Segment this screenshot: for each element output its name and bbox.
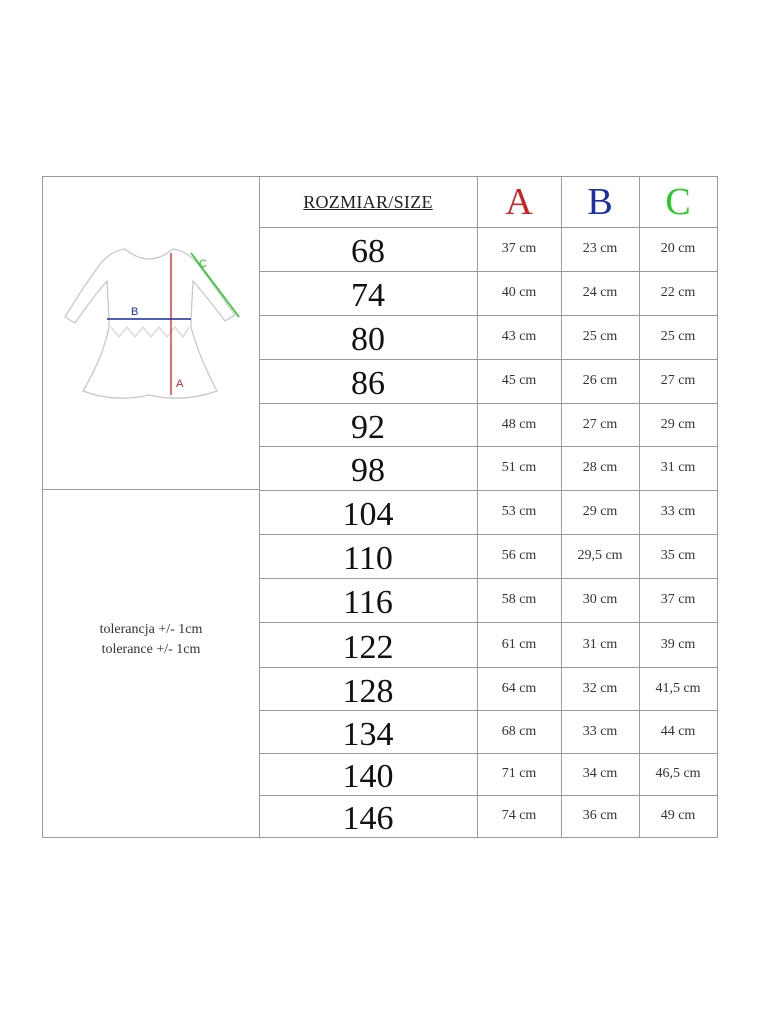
size-cell: 134: [342, 715, 394, 753]
size-cell: 110: [343, 540, 393, 577]
size-cell: 104: [342, 496, 394, 533]
measure-b-cell: 29,5 cm: [577, 548, 623, 563]
header-col-a: A: [505, 181, 533, 223]
measure-b-cell: 26 cm: [582, 373, 618, 388]
tolerance-note: [43, 620, 259, 660]
size-chart-table: [42, 176, 718, 838]
measure-c-cell: 35 cm: [660, 548, 696, 563]
measure-c-cell: 37 cm: [660, 592, 696, 607]
measure-b-cell: 27 cm: [582, 416, 618, 432]
measure-a-cell: 56 cm: [501, 548, 537, 563]
measure-a-cell: 37 cm: [501, 241, 537, 256]
measure-a-cell: 51 cm: [501, 460, 537, 475]
measure-b-cell: 32 cm: [582, 680, 618, 696]
measure-b-cell: 25 cm: [582, 329, 618, 344]
header-col-b: B: [587, 181, 613, 223]
size-cell: 116: [343, 584, 393, 621]
measure-c-cell: 33 cm: [660, 504, 696, 519]
measure-a-cell: 61 cm: [501, 636, 537, 652]
measure-b-cell: 23 cm: [582, 241, 618, 256]
measure-c-cell: 49 cm: [660, 808, 696, 823]
measure-c-cell: 20 cm: [660, 241, 696, 256]
measure-a-cell: 68 cm: [501, 723, 537, 739]
measure-c-cell: 31 cm: [660, 460, 696, 475]
measure-c-cell: 46,5 cm: [655, 766, 701, 781]
measure-a-cell: 58 cm: [501, 592, 537, 607]
measure-a-cell: 43 cm: [501, 329, 537, 344]
size-cell: 74: [351, 277, 385, 314]
tolerance-line-pl: tolerancja +/- 1cm: [99, 622, 203, 637]
measure-a-cell: 74 cm: [501, 808, 537, 823]
diagram-label-c: C: [199, 258, 207, 270]
size-cell: 80: [351, 321, 385, 358]
measure-c-cell: 41,5 cm: [655, 680, 701, 696]
measure-c-cell: 29 cm: [660, 416, 696, 432]
measure-b-cell: 33 cm: [582, 723, 618, 739]
tolerance-line-en: tolerance +/- 1cm: [101, 642, 201, 657]
measure-b-cell: 36 cm: [582, 808, 618, 823]
measure-a-cell: 64 cm: [501, 680, 537, 696]
size-cell: 98: [351, 452, 385, 489]
measure-b-cell: 24 cm: [582, 285, 618, 300]
measure-c-cell: 27 cm: [660, 373, 696, 388]
measure-b-cell: 28 cm: [582, 460, 618, 475]
header-size: ROZMIAR/SIZE: [303, 191, 433, 212]
size-cell: 92: [351, 408, 385, 446]
measure-c-cell: 25 cm: [660, 329, 696, 344]
size-cell: 146: [342, 800, 394, 837]
header-col-c: C: [665, 181, 691, 223]
measure-b-cell: 30 cm: [582, 592, 618, 607]
dress-diagram: [43, 177, 259, 490]
tolerance-panel: [43, 490, 259, 837]
measure-b-cell: 31 cm: [582, 636, 618, 652]
measure-c-cell: 44 cm: [660, 723, 696, 739]
measure-a-cell: 53 cm: [501, 504, 537, 519]
size-cell: 68: [351, 233, 385, 270]
measure-c-cell: 22 cm: [660, 285, 696, 300]
measure-a-cell: 40 cm: [501, 285, 537, 300]
size-cell: 122: [342, 628, 394, 666]
diagram-label-b: B: [131, 306, 139, 318]
measure-b-cell: 29 cm: [582, 504, 618, 519]
measure-a-cell: 45 cm: [501, 373, 537, 388]
size-cell: 140: [342, 758, 394, 795]
diagram-label-a: A: [176, 378, 184, 390]
measure-b-cell: 34 cm: [582, 766, 618, 781]
size-cell: 128: [342, 672, 394, 710]
measure-a-cell: 71 cm: [501, 766, 537, 781]
measure-a-cell: 48 cm: [501, 416, 537, 432]
size-cell: 86: [351, 365, 385, 402]
measure-c-cell: 39 cm: [660, 636, 696, 652]
dress-diagram-panel: [43, 177, 259, 490]
